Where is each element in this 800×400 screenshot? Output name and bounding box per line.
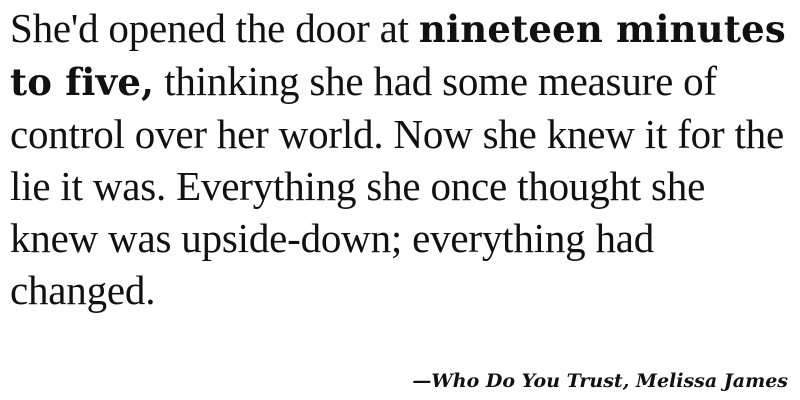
quote-rest: thinking she had some measure of control over her world. Now she knew it for the lie it was. Everything she once thought she knew was upside-down; everything had changed. — [10, 58, 784, 313]
quote-text — [10, 2, 790, 316]
quote-emphasis: nineteen minutes to five, — [10, 7, 786, 104]
quote-attribution: —Who Do You Trust, Melissa James — [412, 370, 788, 392]
quote-lead: She'd opened the door at — [10, 5, 419, 51]
